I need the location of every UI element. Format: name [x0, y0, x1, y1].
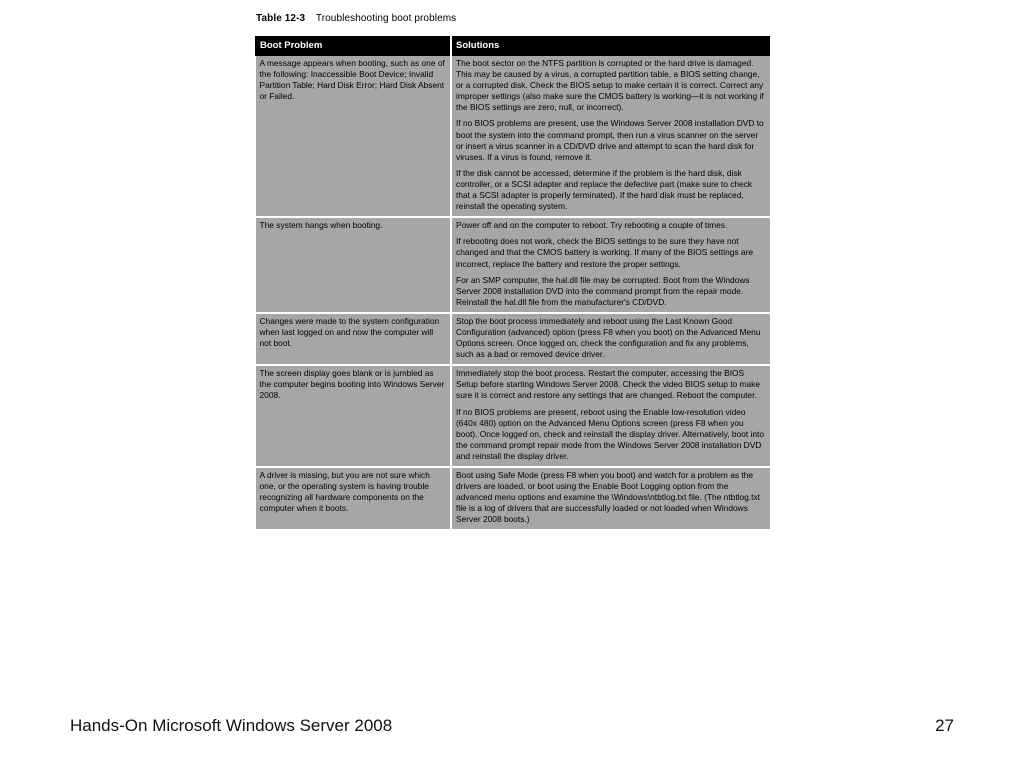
solution-paragraph: The boot sector on the NTFS partition is corrupted or the hard drive is damaged. This may be caused by a virus, a corrupted partition table, a BIOS setting change, or a corrupted disk. Check the BIOS setup to make certain it is correct. Correct any improper settings (also make sure the CMOS battery is working—it is not working if the BIOS settings are zero, null, or incorrect).: [456, 58, 764, 113]
troubleshooting-table: [255, 36, 770, 531]
solution-cell: [451, 217, 770, 313]
problem-cell: The screen display goes blank or is jumbled as the computer begins booting into Windows Server 2008.: [256, 365, 452, 467]
footer-book-title: Hands-On Microsoft Windows Server 2008: [70, 716, 393, 735]
table-row: [256, 467, 770, 530]
table-number: Table 12-3: [256, 13, 306, 24]
solution-paragraph: For an SMP computer, the hal.dll file may be corrupted. Boot from the Windows Server 2008 installation DVD into the command prompt from the repair mode. Reinstall the hal.dll file from the manufacturer's CD/DVD.: [456, 274, 750, 307]
solution-paragraph: If the disk cannot be accessed, determine if the problem is the hard disk, disk controller, or a SCSI adapter and replace the defective part (make sure to check that a SCSI adapter is properly terminated). If the hard disk must be replaced, reinstall the operating system.: [456, 167, 753, 212]
table-row: [256, 313, 770, 365]
solution-cell: [451, 56, 770, 218]
solution-cell: [451, 313, 770, 365]
table-header-row: [256, 37, 770, 56]
header-solutions: Solutions: [451, 37, 770, 56]
problem-cell: Changes were made to the system configuration when last logged on and now the computer will not boot.: [256, 313, 452, 365]
table-title: Troubleshooting boot problems: [315, 13, 457, 24]
solution-paragraph: Immediately stop the boot process. Restart the computer, accessing the BIOS Setup before starting Windows Server 2008. Check the video BIOS setup to make sure it is correct and restore any settings that are changed. Reboot the computer.: [456, 368, 760, 401]
solution-cell: [451, 467, 770, 530]
solution-paragraph: If rebooting does not work, check the BIOS settings to be sure they have not changed and that the CMOS battery is working. If many of the BIOS settings are incorrect, replace the battery and restore the proper settings.: [456, 236, 753, 269]
solution-paragraph: If no BIOS problems are present, use the Windows Server 2008 installation DVD to boot the system into the command prompt, then run a virus scanner on the server or insert a virus scanner in a CD/DVD drive and attempt to scan the hard disk for viruses. If a virus is found, remove it.: [456, 118, 764, 162]
table-row: [256, 56, 770, 218]
solution-paragraph: Power off and on the computer to reboot. Try rebooting a couple of times.: [456, 220, 728, 231]
problem-cell: The system hangs when booting.: [256, 217, 452, 313]
solution-cell: [451, 365, 770, 467]
solution-paragraph: Boot using Safe Mode (press F8 when you boot) and watch for a problem as the drivers are loaded, or boot using the Enable Boot Logging option from the advanced menu options and examine the \Windows\ntbtlog.txt file. (The ntbtlog.txt file is a log of drivers that are successfully loaded or not loaded when Windows Server 2008 boots.): [456, 470, 760, 525]
header-boot-problem: Boot Problem: [256, 37, 452, 56]
solution-paragraph: If no BIOS problems are present, reboot using the Enable low-resolution video (640x 480) option on the Advanced Menu Options screen (press F8 when you boot). Once logged on, check and reinstall the display driver. Alternatively, boot into the command prompt repair mode from the Windows Server 2008 installation DVD and reinstall the display driver.: [456, 406, 765, 461]
table-caption: [256, 13, 456, 24]
problem-cell: A message appears when booting, such as one of the following: Inaccessible Boot Device; Invalid Partition Table; Hard Disk Error; Hard Disk Absent or Failed.: [256, 56, 452, 218]
table-row: [256, 365, 770, 467]
footer-page-number: 27: [935, 716, 954, 735]
solution-paragraph: Stop the boot process immediately and reboot using the Last Known Good Configuration (advanced) option (press F8 when you boot) on the Advanced Menu Options screen. Once logged on, check the configuration and fix any problems, such as a bad or removed device driver.: [456, 315, 761, 360]
table-row: [256, 217, 770, 313]
problem-cell: A driver is missing, but you are not sure which one, or the operating system is having trouble recognizing all hardware components on the computer when it boots.: [256, 467, 452, 530]
